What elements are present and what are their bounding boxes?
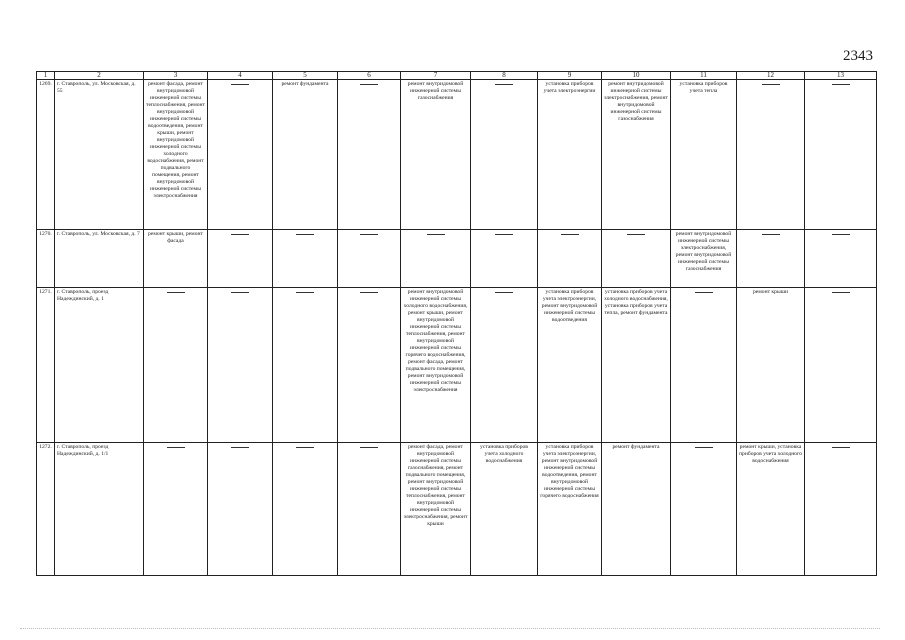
dash-mark (495, 84, 513, 85)
work-type-cell: ремонт внутридомовой инженерной системы холодного водоснабжения, ремонт крыши, ремонт внутридомовой инженерной системы теплоснабжения, ремонт внутридомовой инженерной системы горячего водоснабжения, ремонт фасада, ремонт подвального помещения, ремонт внутридомовой инженерной системы электроснабжения (401, 288, 471, 443)
table-body (37, 72, 877, 576)
empty-dash-cell (144, 288, 208, 443)
work-type-cell: ремонт фундамента (273, 80, 338, 230)
empty-dash-cell (273, 443, 338, 576)
work-type-cell: установка приборов учета электроэнергии (538, 80, 602, 230)
repair-schedule-table (36, 71, 877, 576)
empty-dash-cell (737, 230, 805, 288)
scan-noise-line (20, 628, 880, 629)
dash-mark (832, 447, 850, 448)
dash-mark (832, 292, 850, 293)
work-type-cell: ремонт фасада, ремонт внутридомовой инженерной системы теплоснабжения, ремонт внутридомовой инженерной системы водоотведения, ремонт крыши, ремонт внутридомовой инженерной системы холодного водоснабжения, ремонт подвального помещения, ремонт внутридомовой инженерной системы электроснабжения (144, 80, 208, 230)
table-row (37, 80, 877, 230)
empty-dash-cell (401, 230, 471, 288)
empty-dash-cell (471, 288, 538, 443)
empty-dash-cell (338, 288, 401, 443)
work-type-cell: ремонт крыши (737, 288, 805, 443)
address-cell: г. Ставрополь, ул. Московская, д. 55 (55, 80, 144, 230)
column-number: 6 (338, 72, 401, 80)
table-row (37, 230, 877, 288)
empty-dash-cell (144, 443, 208, 576)
work-type-cell: ремонт внутридомовой инженерной системы электроснабжения, ремонт внутридомовой инженерной системы газоснабжения (602, 80, 671, 230)
empty-dash-cell (208, 288, 273, 443)
column-number: 10 (602, 72, 671, 80)
empty-dash-cell (208, 230, 273, 288)
empty-dash-cell (338, 230, 401, 288)
empty-dash-cell (338, 80, 401, 230)
work-type-cell: ремонт фасада, ремонт внутридомовой инженерной системы газоснабжения, ремонт подвального помещения, ремонт внутридомовой инженерной системы теплоснабжения, ремонт внутридомовой инженерной системы электроснабжения, ремонт крыши (401, 443, 471, 576)
empty-dash-cell (671, 288, 737, 443)
dash-mark (231, 292, 249, 293)
dash-mark (167, 292, 185, 293)
dash-mark (296, 234, 314, 235)
work-type-cell: ремонт фундамента (602, 443, 671, 576)
empty-dash-cell (805, 80, 877, 230)
column-number: 4 (208, 72, 273, 80)
empty-dash-cell (471, 230, 538, 288)
empty-dash-cell (805, 443, 877, 576)
work-type-cell: установка приборов учета электроэнергии, ремонт внутридомовой инженерной системы водоотведения (538, 288, 602, 443)
work-type-cell: установка приборов учета тепла (671, 80, 737, 230)
work-type-cell: ремонт внутридомовой инженерной системы электроснабжения, ремонт внутридомовой инженерной системы газоснабжения (671, 230, 737, 288)
dash-mark (495, 292, 513, 293)
column-number: 1 (37, 72, 55, 80)
address-cell: г. Ставрополь, проезд Надеждинский, д. 1/1 (55, 443, 144, 576)
column-number: 5 (273, 72, 338, 80)
empty-dash-cell (338, 443, 401, 576)
empty-dash-cell (273, 288, 338, 443)
column-number: 12 (737, 72, 805, 80)
work-type-cell: установка приборов учета электроэнергии, ремонт внутридомовой инженерной системы водоотведения, ремонт внутридомовой инженерной системы горячего водоснабжения (538, 443, 602, 576)
dash-mark (762, 234, 780, 235)
table-row (37, 288, 877, 443)
dash-mark (296, 292, 314, 293)
empty-dash-cell (805, 230, 877, 288)
address-cell: г. Ставрополь, проезд Надеждинский, д. 1 (55, 288, 144, 443)
column-number: 2 (55, 72, 144, 80)
empty-dash-cell (671, 443, 737, 576)
dash-mark (695, 292, 713, 293)
address-cell: г. Ставрополь, ул. Московская, д. 7 (55, 230, 144, 288)
dash-mark (832, 84, 850, 85)
row-number: 1270. (37, 230, 55, 288)
dash-mark (231, 234, 249, 235)
row-number: 1271. (37, 288, 55, 443)
work-type-cell: установка приборов учета холодного водоснабжения (471, 443, 538, 576)
dash-mark (360, 84, 378, 85)
dash-mark (360, 447, 378, 448)
dash-mark (231, 447, 249, 448)
dash-mark (561, 234, 579, 235)
empty-dash-cell (737, 80, 805, 230)
dash-mark (231, 84, 249, 85)
work-type-cell: ремонт крыши, установка приборов учета холодного водоснабжения (737, 443, 805, 576)
column-number: 13 (805, 72, 877, 80)
dash-mark (427, 234, 445, 235)
column-number: 11 (671, 72, 737, 80)
dash-mark (360, 292, 378, 293)
column-number-row (37, 72, 877, 80)
dash-mark (832, 234, 850, 235)
dash-mark (495, 234, 513, 235)
work-type-cell: ремонт крыши, ремонт фасада (144, 230, 208, 288)
dash-mark (695, 447, 713, 448)
dash-mark (762, 84, 780, 85)
dash-mark (167, 447, 185, 448)
page-number: 2343 (843, 48, 873, 64)
empty-dash-cell (602, 230, 671, 288)
empty-dash-cell (208, 443, 273, 576)
work-type-cell: установка приборов учета холодного водоснабжения, установка приборов учета тепла, ремонт фундамента (602, 288, 671, 443)
dash-mark (627, 234, 645, 235)
row-number: 1272. (37, 443, 55, 576)
column-number: 9 (538, 72, 602, 80)
work-type-cell: ремонт внутридомовой инженерной системы газоснабжения (401, 80, 471, 230)
empty-dash-cell (805, 288, 877, 443)
column-number: 3 (144, 72, 208, 80)
column-number: 7 (401, 72, 471, 80)
table-row (37, 443, 877, 576)
dash-mark (360, 234, 378, 235)
column-number: 8 (471, 72, 538, 80)
empty-dash-cell (538, 230, 602, 288)
row-number: 1269. (37, 80, 55, 230)
dash-mark (296, 447, 314, 448)
empty-dash-cell (273, 230, 338, 288)
empty-dash-cell (208, 80, 273, 230)
empty-dash-cell (471, 80, 538, 230)
